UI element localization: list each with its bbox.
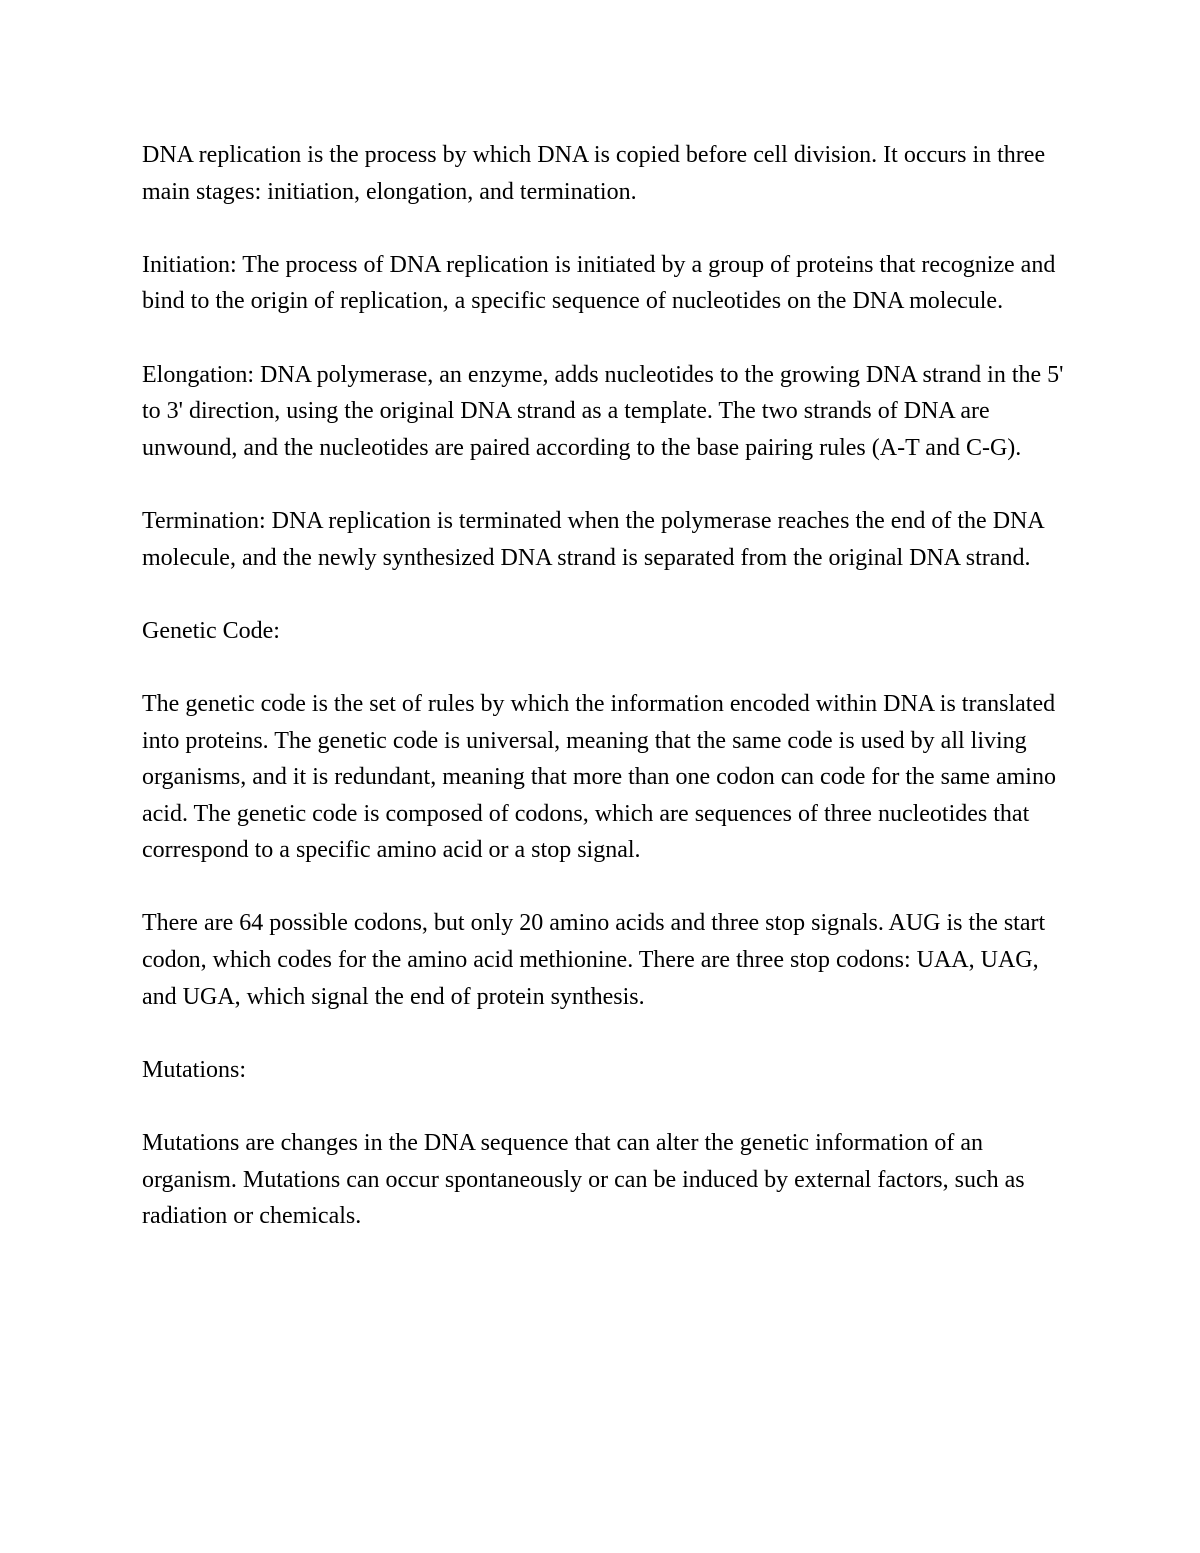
document-body xyxy=(142,137,1072,1271)
heading-mutations: Mutations: xyxy=(142,1056,247,1083)
paragraph-codons: There are 64 possible codons, but only 20 amino acids and three stop signals. AUG is the start codon, which codes for the amino acid methionine. There are three stop codons: UAA, UAG, and UGA, which signal the end of protein synthesis. xyxy=(142,910,1046,1010)
paragraph-dna-replication-intro: DNA replication is the process by which DNA is copied before cell division. It occurs in three main stages: initiation, elongation, and termination. xyxy=(142,142,1046,205)
paragraph-mutations: Mutations are changes in the DNA sequence that can alter the genetic information of an organism. Mutations can occur spontaneously or can be induced by external factors, such as radiation or chemicals. xyxy=(142,1130,1025,1230)
paragraph-termination: Termination: DNA replication is terminated when the polymerase reaches the end of the DNA molecule, and the newly synthesized DNA strand is separated from the original DNA strand. xyxy=(142,507,1044,571)
paragraph-initiation: Initiation: The process of DNA replication is initiated by a group of proteins that recognize and bind to the origin of replication, a specific sequence of nucleotides on the DNA molecule. xyxy=(142,251,1056,315)
paragraph-elongation: Elongation: DNA polymerase, an enzyme, adds nucleotides to the growing DNA strand in the 5' to 3' direction, using the original DNA strand as a template. The two strands of DNA are unwound, and the nucleotides are paired according to the base pairing rules (A-T and C-G). xyxy=(142,361,1064,461)
paragraph-genetic-code: The genetic code is the set of rules by which the information encoded within DNA is translated into proteins. The genetic code is universal, meaning that the same code is used by all living organisms, and it is redundant, meaning that more than one codon can code for the same amino acid. The genetic code is composed of codons, which are sequences of three nucleotides that correspond to a specific amino acid or a stop signal. xyxy=(142,690,1056,864)
heading-genetic-code: Genetic Code: xyxy=(142,617,280,644)
